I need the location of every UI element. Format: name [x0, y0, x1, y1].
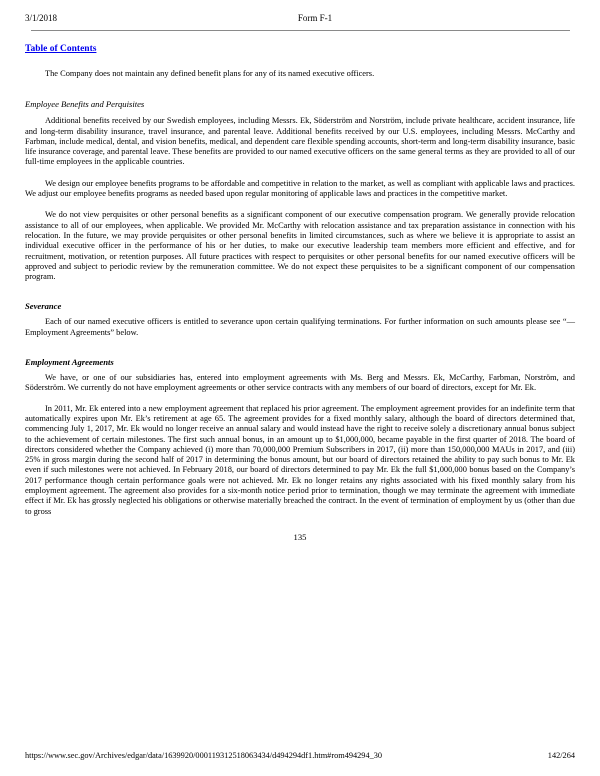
toc-link[interactable]: Table of Contents	[25, 44, 97, 54]
print-footer	[25, 751, 575, 760]
header-date: 3/1/2018	[25, 13, 58, 23]
document-content	[25, 31, 575, 542]
paragraph-we-have: We have, or one of our subsidiaries has, entered into employment agreements with Ms. Berg and Messrs. Ek, McCarthy, Farbman, Norström, and Söderström. We currently do not have employment agreements or other service contracts with any members of our board of directors, except for Mr. Ek.	[25, 373, 575, 393]
header-form-title: Form F-1	[297, 13, 333, 23]
footer-page-indicator: 142/264	[547, 751, 575, 760]
heading-employee-benefits: Employee Benefits and Perquisites	[25, 99, 145, 110]
print-header	[0, 0, 600, 25]
paragraph-additional-benefits: Additional benefits received by our Swedish employees, including Messrs. Ek, Söderström and Norström, include private healthcare, accident insurance, life and long-term disability insurance, travel insurance, and parental leave. Additional benefits received by our U.S. employees, including Messrs. McCarthy and Farbman, include medical, dental, and vision benefits, medical, and dependent care flexible spending accounts, short-term and long-term disability insurance, basic life insurance coverage, and parental leave. These benefits are provided to our named executive officers on the same general terms as they are provided to all of our full-time employees in the applicable countries.	[25, 116, 575, 167]
paragraph-we-design: We design our employee benefits programs to be affordable and competitive in relation to the market, as well as compliant with applicable laws and practices. We adjust our employee benefits programs as needed based upon regular monitoring of applicable laws and practices in the competitive market.	[25, 178, 575, 199]
heading-severance: Severance	[25, 301, 62, 312]
paragraph-in-2011: In 2011, Mr. Ek entered into a new employment agreement that replaced his prior agreement. The employment agreement provides for an indefinite term that automatically expires upon Mr. Ek’s retirement at age 65. The agreement provides for a fixed monthly salary, although the board of directors determined that, commencing July 1, 2017, Mr. Ek would no longer receive an annual salary and would instead have the right to receive solely a discretionary annual bonus subject to the achievement of certain milestones. The first such annual bonus, in an amount up to $1,000,000, became payable in the first quarter of 2018. The board of directors considered whether the Company achieved (i) more than 70,000,000 Premium Subscribers in 2017, (ii) more than 150,000,000 MAUs in 2017, and (iii) 25% in gross margin during the second half of 2017 in determining the bonus amount, but our board of directors retained the ability to pay such bonus to Mr. Ek even if such milestones were not achieved. In February 2018, our board of directors determined to pay Mr. Ek the full $1,000,000 bonus based on the Company’s 2017 performance though certain performance goals were not achieved. Mr. Ek no longer retains any rights associated with his fixed monthly salary from his employment agreement. The agreement also provides for a six-month notice period prior to termination, though we may terminate the agreement with immediate effect if Mr. Ek has grossly neglected his obligations or otherwise materially breached the contract. In the event of termination of employment by us (other than due to gross	[25, 403, 575, 516]
paragraph-perquisites: We do not view perquisites or other personal benefits as a significant component of our executive compensation program. We generally provide relocation assistance to all of our employees, when applicable. We provided Mr. McCarthy with relocation assistance and tax preparation assistance in connection with his relocation. In the future, we may provide perquisites or other personal benefits in limited circumstances, such as where we believe it is appropriate to assist an individual executive officer in the performance of his or her duties, to make our executive leadership team members more efficient and effective, and for recruitment, motivation, or retention purposes. All future practices with respect to perquisites or other personal benefits for our named executive officers will be approved and subject to periodic review by the remuneration committee. We do not expect these perquisites to be a significant component of our compensation program.	[25, 210, 575, 282]
page-number: 135	[293, 531, 307, 542]
heading-employment-agreements: Employment Agreements	[25, 357, 114, 368]
paragraph-benefit-plans: The Company does not maintain any defined benefit plans for any of its named executive officers.	[45, 69, 375, 78]
paragraph-severance: Each of our named executive officers is entitled to severance upon certain qualifying terminations. For further information on such amounts please see “—Employment Agreements” below.	[25, 317, 575, 337]
footer-url: https://www.sec.gov/Archives/edgar/data/1639920/000119312518063434/d494294df1.htm#rom494294_30	[25, 751, 383, 760]
